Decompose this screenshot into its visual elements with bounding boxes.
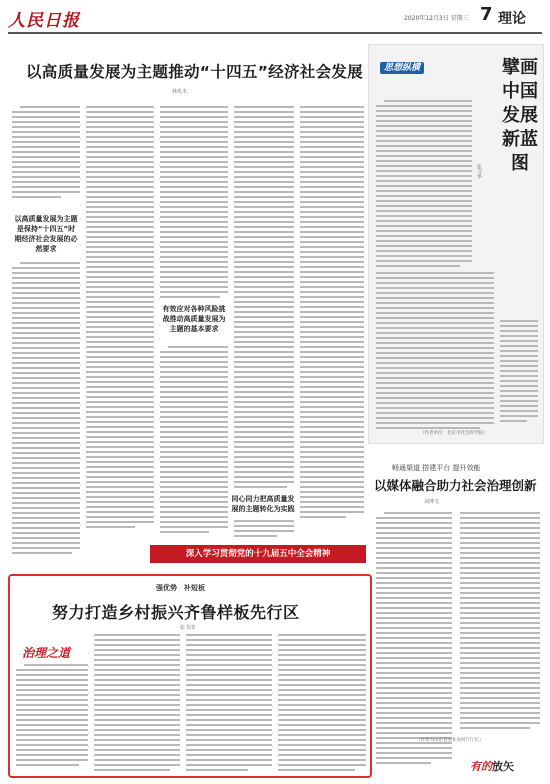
masthead-rule [8, 32, 542, 34]
theme-banner: 深入学习贯彻党的十九届五中全会精神 [150, 545, 366, 563]
sidebar-text-right [500, 320, 538, 425]
highlight-text-column-2 [94, 634, 180, 774]
main-subhead-1: 以高质量发展为主题是保持“十四五”时期经济社会发展的必然要求 [14, 215, 78, 253]
column-logo-youdefangshi [470, 758, 514, 774]
sidebar-text-top [376, 100, 472, 270]
main-author: 林兆木 [172, 89, 188, 95]
page-number: 7 [480, 4, 493, 25]
column-logo-block: 放矢 [492, 760, 514, 773]
main-text-column-4 [234, 106, 294, 491]
main-headline: 以高质量发展为主题推动“十四五”经济社会发展 [26, 63, 363, 81]
right-article-kicker: 畅通渠道 搭建平台 提升效能 [392, 464, 481, 472]
issue-date: 2020年12月3日 星期三 [404, 15, 469, 22]
sidebar-title: 擘画中国发展新蓝图 [502, 57, 538, 174]
section-name: 理论 [498, 11, 526, 27]
highlight-article-author: 张书清 [180, 625, 196, 631]
main-text-column-2 [86, 106, 154, 531]
main-subhead-3: 同心同力把高质量发展的主题转化为实践 [231, 495, 295, 513]
highlight-article-kicker: 强优势 补短板 [156, 584, 205, 592]
sidebar-column-label: 思想纵横 [380, 62, 424, 74]
column-logo-text: 治理之道 [22, 646, 71, 660]
column-logo-main: 有的 [470, 760, 492, 773]
bottom-right-note: （作者为山东省农业农村厅厅长） [416, 738, 484, 743]
main-text-column-4b [234, 520, 294, 540]
main-text-column-1b [12, 262, 80, 557]
main-text-column-1 [12, 106, 80, 201]
right-article-author: 刘博文 [424, 499, 440, 505]
main-subhead-2: 有效应对各种风险挑战推动高质量发展为主题的基本要求 [162, 305, 226, 333]
masthead [0, 0, 550, 34]
right-article-column-1 [376, 512, 452, 767]
main-text-column-3b [160, 346, 228, 536]
main-text-column-3 [160, 106, 228, 301]
main-text-column-5 [300, 106, 364, 521]
right-article-column-2 [460, 512, 540, 732]
sidebar-text-mid [376, 272, 494, 432]
sidebar-column-name [380, 60, 424, 73]
highlight-text-column-1 [16, 664, 88, 769]
highlight-text-column-4 [278, 634, 366, 774]
sidebar-footnote: （作者单位：北京市社会科学院） [420, 431, 488, 436]
right-article-title: 以媒体融合助力社会治理创新 [374, 478, 537, 493]
highlight-article-title: 努力打造乡村振兴齐鲁样板先行区 [52, 603, 300, 622]
sidebar-author: 张守华 [476, 164, 482, 179]
newspaper-logo: 人民日报 [8, 11, 80, 31]
column-logo-zhilizhidao [22, 644, 70, 661]
highlight-text-column-3 [186, 634, 272, 774]
